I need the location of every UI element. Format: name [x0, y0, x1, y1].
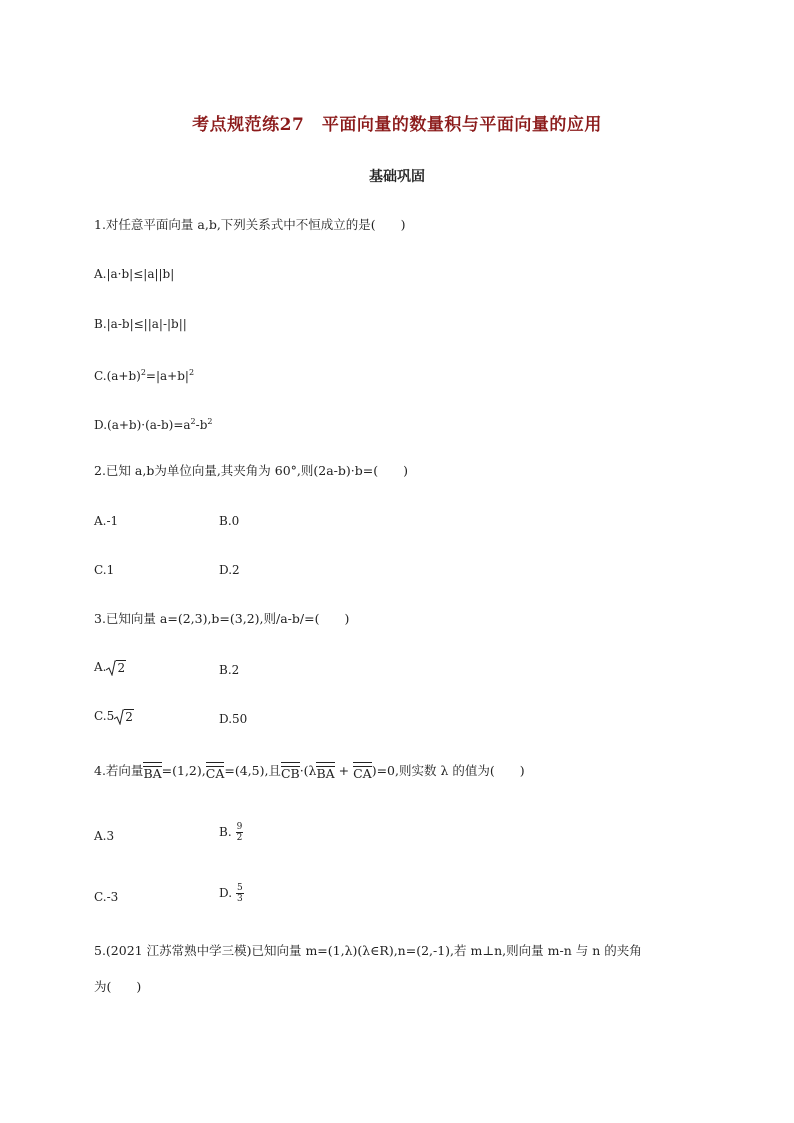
- question-4-option-c: C.-3: [94, 890, 119, 904]
- radicand: 2: [117, 660, 126, 675]
- question-3-option-c: [94, 707, 134, 726]
- question-2-option-b: B.0: [219, 514, 240, 528]
- question-3-option-b: B.2: [219, 663, 240, 677]
- vector-label: CB: [280, 766, 300, 781]
- question-1-option-b: B.|a-b|≤||a|-|b||: [94, 317, 187, 331]
- question-2-option-a: A.-1: [94, 514, 119, 528]
- vector-cb: [281, 762, 300, 780]
- question-4-stem: [94, 762, 525, 780]
- stem-text: )=0,则实数 λ 的值为( ): [371, 763, 525, 778]
- option-prefix: B.: [219, 825, 232, 839]
- stem-text: 4.若向量: [94, 763, 144, 778]
- question-1-option-a: A.|a·b|≤|a||b|: [94, 267, 175, 281]
- option-a-prefix: A.: [94, 660, 107, 674]
- page-title: 考点规范练27 平面向量的数量积与平面向量的应用: [192, 115, 602, 135]
- stem-text: =(1,2),: [161, 763, 206, 778]
- question-4-option-d: [219, 883, 244, 904]
- numerator: 9: [236, 822, 243, 832]
- fraction: [236, 822, 244, 843]
- option-prefix: D.: [219, 886, 233, 900]
- vector-label: BA: [316, 766, 335, 781]
- question-1-option-c: [94, 364, 194, 385]
- stem-text: ·(λ: [299, 763, 317, 778]
- denominator: 2: [236, 833, 243, 843]
- superscript: 2: [140, 368, 146, 377]
- superscript: 2: [188, 368, 195, 377]
- vector-ba: [316, 762, 334, 780]
- stem-text: =(4,5),且: [224, 763, 281, 778]
- superscript: 2: [207, 417, 213, 426]
- option-c-left: C.(a+b): [94, 369, 141, 383]
- question-3-stem: 3.已知向量 a=(2,3),b=(3,2),则/a-b/=( ): [94, 611, 350, 626]
- question-1-stem: 1.对任意平面向量 a,b,下列关系式中不恒成立的是( ): [94, 217, 406, 232]
- vector-ca: [206, 762, 225, 780]
- superscript: 2: [190, 417, 196, 426]
- option-d-left: D.(a+b)·(a-b)=a: [94, 418, 191, 432]
- vector-label: CA: [205, 766, 225, 781]
- fraction: [236, 883, 244, 904]
- question-5-stem-line-1: 5.(2021 江苏常熟中学三模)已知向量 m=(1,λ)(λ∈R),n=(2,-1),若 m⊥n,则向量 m-n 与 n 的夹角: [94, 943, 642, 958]
- vector-label: CA: [353, 766, 372, 781]
- question-2-option-c: C.1: [94, 563, 115, 577]
- question-1-option-d: [94, 413, 212, 434]
- vector-ca: [353, 762, 372, 780]
- question-3-option-a: [94, 658, 126, 677]
- question-4-option-b: [219, 822, 243, 843]
- question-3-option-d: D.50: [219, 712, 248, 726]
- numerator: 5: [237, 883, 243, 893]
- option-d-mid: -b: [195, 418, 208, 432]
- stem-text: +: [334, 763, 354, 778]
- option-c-mid: =|a+b|: [145, 369, 189, 383]
- vector-label: BA: [143, 766, 162, 781]
- question-5-stem-line-2: 为( ): [94, 979, 142, 994]
- vector-ba: [143, 762, 161, 780]
- section-heading: 基础巩固: [369, 169, 425, 185]
- denominator: 3: [237, 894, 243, 904]
- radicand: 2: [125, 709, 133, 724]
- question-4-option-a: A.3: [94, 829, 115, 843]
- question-2-option-d: D.2: [219, 563, 240, 577]
- option-c-prefix: C.5: [94, 709, 115, 723]
- square-root: [106, 659, 126, 677]
- question-2-stem: 2.已知 a,b为单位向量,其夹角为 60°,则(2a-b)·b=( ): [94, 463, 408, 478]
- square-root: [114, 708, 134, 726]
